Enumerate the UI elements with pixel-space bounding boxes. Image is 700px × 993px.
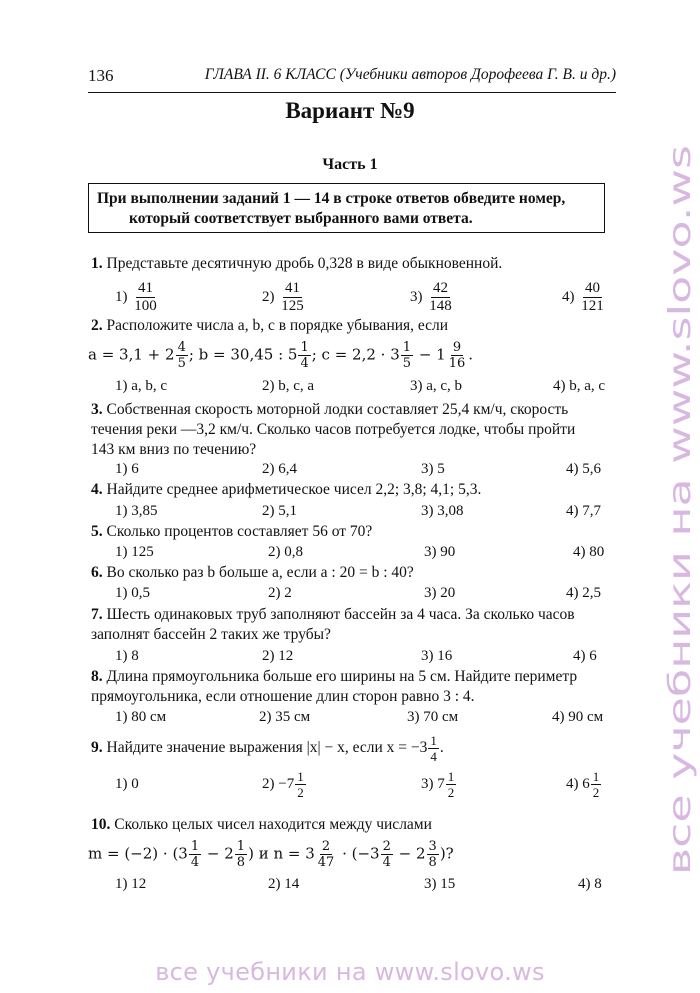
answer-6-2: 2) 2 bbox=[268, 585, 292, 601]
answer-3-2: 2) 6,4 bbox=[262, 461, 297, 477]
answer-5-2: 2) 0,8 bbox=[268, 544, 303, 560]
page-number: 136 bbox=[88, 66, 114, 85]
question-4: 4. Найдите среднее арифметическое чисел 2,2; 3,8; 4,1; 5,3. bbox=[91, 481, 482, 498]
question-3-line-3: 143 км вниз по течению? bbox=[91, 441, 257, 458]
answer-4-1: 1) 3,85 bbox=[115, 503, 158, 519]
answer-5-1: 1) 125 bbox=[115, 544, 154, 560]
answer-3-4: 4) 5,6 bbox=[566, 461, 601, 477]
question-9: 9. Найдите значение выражения |x| − x, если x = −3 $\frac{1}{4}$ . bbox=[91, 733, 444, 764]
part-title: Часть 1 bbox=[322, 156, 378, 173]
answer-2-2: 2) b, c, a bbox=[262, 378, 315, 394]
question-8: 8. Длина прямоугольника больше его ширины на 5 см. Найдите периметр bbox=[91, 668, 578, 685]
instruction-line-2: который соответствует выбранного вами ответа. bbox=[129, 210, 473, 227]
instruction-line-1: При выполнении заданий 1 — 14 в строке ответов обведите номер, bbox=[97, 190, 566, 207]
question-3-line-2: течения реки —3,2 км/ч. Сколько часов потребуется лодке, чтобы пройти bbox=[91, 421, 576, 438]
answer-10-2: 2) 14 bbox=[268, 876, 300, 892]
variant-title: Вариант №9 bbox=[285, 98, 415, 123]
question-7-line-2: заполнят бассейн 2 таких же трубы? bbox=[91, 626, 331, 643]
answer-7-3: 3) 16 bbox=[421, 648, 453, 664]
answer-6-1: 1) 0,5 bbox=[115, 585, 150, 601]
answer-9-4: 4) 6 $\frac{1}{2}$ bbox=[566, 769, 600, 800]
answer-7-1: 1) 8 bbox=[115, 648, 139, 664]
answer-4-4: 4) 7,7 bbox=[566, 503, 601, 519]
answer-8-2: 2) 35 см bbox=[259, 709, 311, 725]
answer-2-1: 1) a, b, c bbox=[115, 378, 168, 394]
answer-9-3: 3) 7 $\frac{1}{2}$ bbox=[421, 769, 455, 800]
answer-10-1: 1) 12 bbox=[115, 876, 147, 892]
watermark-vertical bbox=[662, 140, 700, 880]
answer-4-2: 2) 5,1 bbox=[262, 503, 297, 519]
answer-5-4: 4) 80 bbox=[573, 544, 605, 560]
watermark-bottom: все учебники на www.slovo.ws bbox=[155, 958, 545, 986]
answer-4-3: 3) 3,08 bbox=[421, 503, 464, 519]
answer-8-3: 3) 70 см bbox=[407, 709, 459, 725]
answer-8-4: 4) 90 см bbox=[552, 709, 604, 725]
answer-10-4: 4) 8 bbox=[578, 876, 602, 892]
answer-5-3: 3) 90 bbox=[424, 544, 456, 560]
answer-1-1: 1) $\frac{41}{100}$ bbox=[115, 280, 157, 314]
answer-1-4: 4) $\frac{40}{121}$ bbox=[562, 280, 604, 314]
answer-1-2: 2) $\frac{41}{125}$ bbox=[262, 280, 304, 314]
question-2-formula: a = 3,1 + 2 $\frac{4}{5}$ ; b = 30,45 : 5 $\frac{1}{4}$ ; c = 2,2 · 3 $\frac{1}{5}$ − 1 $\frac{9}{16}$ . bbox=[88, 340, 474, 371]
question-text: Представьте десятичную дробь 0,328 в виде обыкновенной. bbox=[106, 255, 503, 272]
answer-8-1: 1) 80 см bbox=[115, 709, 167, 725]
question-7: 7. Шесть одинаковых труб заполняют бассейн за 4 часа. За сколько часов bbox=[91, 606, 575, 623]
answer-7-4: 4) 6 bbox=[573, 648, 597, 664]
question-6: 6. Во сколько раз b больше a, если a : 20 = b : 40? bbox=[91, 564, 414, 581]
question-3: 3. Собственная скорость моторной лодки составляет 25,4 км/ч, скорость bbox=[91, 401, 569, 418]
question-2: 2. Расположите числа a, b, c в порядке убывания, если bbox=[91, 317, 449, 334]
running-title: ГЛАВА II. 6 КЛАСС (Учебники авторов Дорофеева Г. В. и др.) bbox=[204, 66, 616, 83]
answer-1-3: 3) $\frac{42}{148}$ bbox=[410, 280, 452, 314]
question-10-formula: m = (−2) · (3 $\frac{1}{4}$ − 2 $\frac{1}{8}$ ) и n = 3 $\frac{2}{47}$ · (−3 $\frac{2}{4}$ − 2 $\frac{3}{8}$ )? bbox=[88, 839, 454, 870]
answer-3-1: 1) 6 bbox=[115, 461, 139, 477]
page-header bbox=[88, 64, 616, 93]
answer-7-2: 2) 12 bbox=[262, 648, 294, 664]
instruction-box bbox=[88, 183, 605, 233]
question-1 bbox=[91, 255, 502, 273]
watermark-vertical-text: все учебники на www.slovo.ws bbox=[663, 398, 698, 875]
answer-9-1: 1) 0 bbox=[115, 776, 139, 792]
answer-6-4: 4) 2,5 bbox=[566, 585, 601, 601]
answer-6-3: 3) 20 bbox=[424, 585, 456, 601]
question-5: 5. Сколько процентов составляет 56 от 70? bbox=[91, 523, 373, 540]
answer-2-3: 3) a, c, b bbox=[410, 378, 463, 394]
answer-3-3: 3) 5 bbox=[421, 461, 445, 477]
question-8-line-2: прямоугольника, если отношение длин сторон равно 3 : 4. bbox=[91, 688, 475, 705]
answer-10-3: 3) 15 bbox=[424, 876, 456, 892]
question-10: 10. Сколько целых чисел находится между числами bbox=[91, 816, 432, 833]
answer-9-2: 2) −7 $\frac{1}{2}$ bbox=[262, 769, 304, 800]
question-number: 1. bbox=[91, 255, 103, 272]
answer-2-4: 4) b, a, c bbox=[553, 378, 606, 394]
